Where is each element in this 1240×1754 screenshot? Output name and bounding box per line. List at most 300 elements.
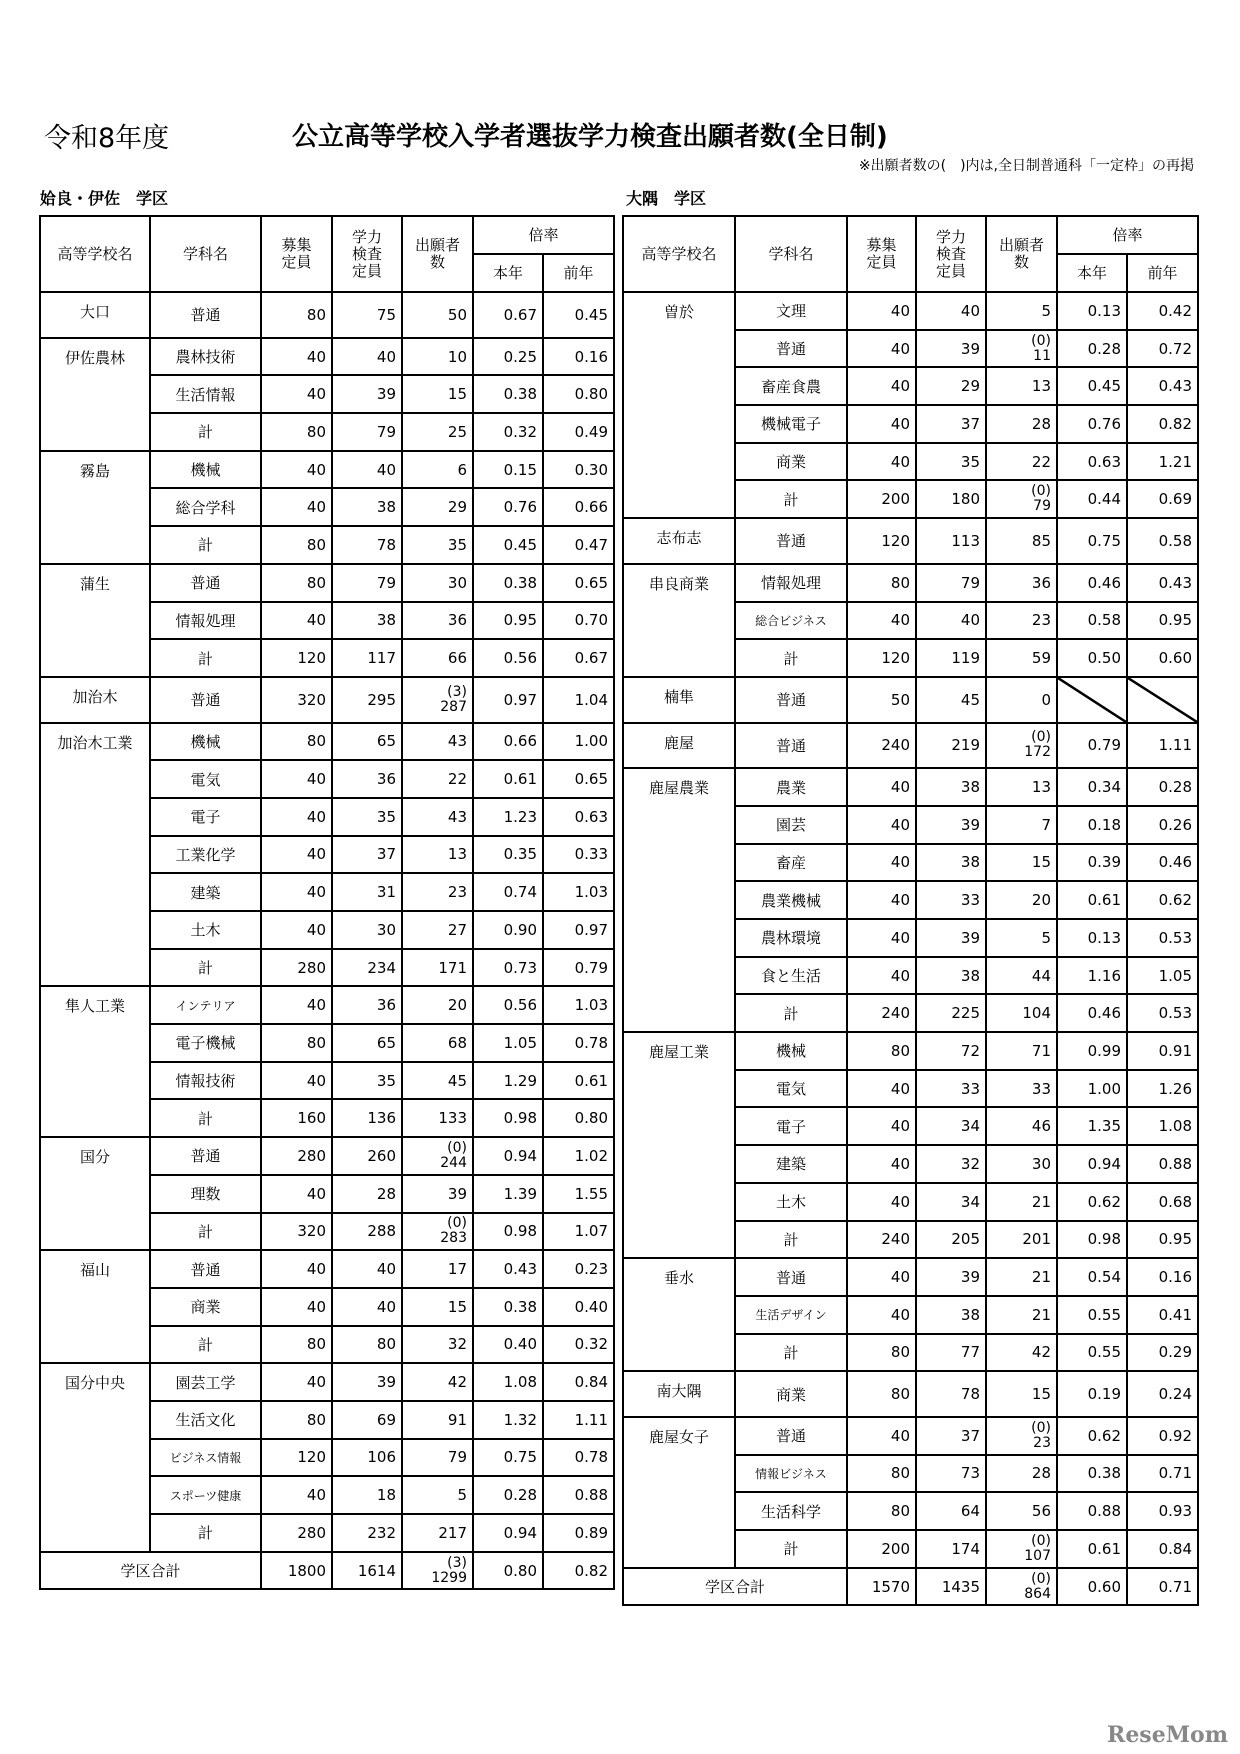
applicants: 42 (402, 1363, 473, 1401)
applicants: 201 (986, 1221, 1057, 1259)
table-row (40, 292, 614, 338)
department-name: 計 (150, 413, 261, 451)
applicants: 104 (986, 994, 1057, 1032)
rate-this-year: 0.79 (1057, 723, 1127, 769)
department-name: 普通 (735, 518, 847, 564)
applicants-quota: (3) (447, 1554, 467, 1571)
capacity: 40 (847, 330, 916, 368)
applicants: 6 (402, 451, 473, 489)
department-name: 食と生活 (735, 957, 847, 995)
rate-this-year: 0.28 (1057, 330, 1127, 368)
applicants: 20 (986, 881, 1057, 919)
test-capacity: 119 (916, 639, 986, 677)
applicants-quota: (0) (1031, 332, 1051, 349)
capacity: 40 (847, 405, 916, 443)
capacity: 80 (261, 723, 332, 761)
capacity: 120 (261, 1439, 332, 1477)
applicants: 15 (986, 844, 1057, 882)
department-name: 畜産食農 (735, 367, 847, 405)
department-name: 情報ビジネス (735, 1455, 847, 1493)
department-name: 計 (735, 994, 847, 1032)
footnote: ※出願者数の( )内は,全日制普通科「一定枠」の再掲 (858, 158, 1194, 174)
department-name: 電気 (150, 760, 261, 798)
test-capacity: 28 (332, 1175, 402, 1213)
test-capacity: 136 (332, 1099, 402, 1137)
applicants-count: 283 (440, 1230, 467, 1247)
rate-prev-year: 0.67 (543, 639, 614, 677)
applicants: 133 (402, 1099, 473, 1137)
test-capacity: 234 (332, 949, 402, 987)
rate-this-year: 1.35 (1057, 1107, 1127, 1145)
department-name: 計 (150, 1326, 261, 1364)
rate-prev-year: 0.26 (1127, 806, 1198, 844)
applicants-quota: (0) (1031, 483, 1051, 500)
department-name: 農業 (735, 768, 847, 806)
rate-prev-year: 0.72 (1127, 330, 1198, 368)
applicants-quota: (0) (1031, 1570, 1051, 1587)
rate-this-year: 0.75 (473, 1439, 543, 1477)
applicants-count: 23 (1033, 1434, 1051, 1451)
table-row (623, 1032, 1198, 1070)
department-name: 計 (735, 480, 847, 518)
rate-this-year: 0.97 (473, 677, 543, 723)
rate-this-year: 0.46 (1057, 994, 1127, 1032)
department-name: 建築 (150, 873, 261, 911)
rate-prev-year: 0.23 (543, 1250, 614, 1288)
rate-prev-year: 0.46 (1127, 844, 1198, 882)
applicants (986, 723, 1057, 769)
capacity: 240 (847, 1221, 916, 1259)
rate-prev-year: 0.41 (1127, 1296, 1198, 1334)
capacity: 80 (261, 1401, 332, 1439)
school-name: 志布志 (623, 518, 735, 564)
rate-this-year: 0.43 (473, 1250, 543, 1288)
capacity: 80 (261, 1024, 332, 1062)
applicants: 20 (402, 986, 473, 1024)
rate-this-year: 0.98 (473, 1099, 543, 1137)
department-name: 計 (150, 526, 261, 564)
rate-this-year: 0.94 (473, 1514, 543, 1552)
department-name: 計 (735, 639, 847, 677)
capacity: 320 (261, 1213, 332, 1251)
rate-this-year: 1.16 (1057, 957, 1127, 995)
school-name: 隼人工業 (40, 986, 150, 1137)
capacity: 40 (847, 957, 916, 995)
department-name: 計 (735, 1334, 847, 1372)
test-capacity: 40 (332, 1288, 402, 1326)
applicants-count: 79 (1033, 498, 1051, 515)
capacity: 80 (261, 564, 332, 602)
rate-prev-year: 0.60 (1127, 639, 1198, 677)
col-header-test-capacity: 学力 検査 定員 (916, 216, 986, 292)
applicants (986, 1530, 1057, 1568)
fiscal-year: 令和8年度 (44, 123, 170, 154)
applicants: 27 (402, 911, 473, 949)
department-name: 計 (150, 1514, 261, 1552)
rate-this-year: 0.13 (1057, 292, 1127, 330)
capacity: 80 (847, 1371, 916, 1417)
capacity: 40 (261, 451, 332, 489)
department-name: 機械電子 (735, 405, 847, 443)
department-name: 農業機械 (735, 881, 847, 919)
capacity: 40 (261, 1062, 332, 1100)
applicants-count: 1299 (431, 1569, 467, 1586)
applicants: 28 (986, 1455, 1057, 1493)
school-name: 楠隼 (623, 677, 735, 723)
test-capacity: 72 (916, 1032, 986, 1070)
department-name: 計 (735, 1221, 847, 1259)
capacity: 280 (261, 1137, 332, 1175)
test-capacity: 40 (916, 602, 986, 640)
col-header-capacity: 募集 定員 (261, 216, 332, 292)
capacity: 50 (847, 677, 916, 723)
applicants-count: 287 (440, 698, 467, 715)
applicants: 42 (986, 1334, 1057, 1372)
rate-this-year: 0.55 (1057, 1334, 1127, 1372)
test-capacity: 29 (916, 367, 986, 405)
rate-prev-year: 1.55 (543, 1175, 614, 1213)
applicants-quota: (0) (447, 1215, 467, 1232)
table-row (40, 1250, 614, 1288)
capacity: 80 (847, 564, 916, 602)
school-name: 串良商業 (623, 564, 735, 677)
rate-prev-year: 1.03 (543, 986, 614, 1024)
capacity: 80 (261, 413, 332, 451)
capacity: 200 (847, 480, 916, 518)
applicants: 13 (986, 367, 1057, 405)
capacity: 40 (261, 488, 332, 526)
test-capacity: 75 (332, 292, 402, 338)
applicants: 13 (986, 768, 1057, 806)
rate-prev-year: 1.26 (1127, 1070, 1198, 1108)
rate-this-year: 0.60 (1057, 1568, 1127, 1606)
applicants: 33 (986, 1070, 1057, 1108)
table-row (40, 677, 614, 723)
rate-prev-year: 0.53 (1127, 994, 1198, 1032)
rate-this-year: 0.98 (1057, 1221, 1127, 1259)
applicants: 56 (986, 1492, 1057, 1530)
test-capacity: 288 (332, 1213, 402, 1251)
department-name: 情報処理 (150, 602, 261, 640)
test-capacity: 180 (916, 480, 986, 518)
capacity: 40 (847, 1183, 916, 1221)
department-name: 普通 (150, 677, 261, 723)
department-name: 生活科学 (735, 1492, 847, 1530)
rate-this-year-na (1057, 677, 1127, 723)
applicants: 5 (986, 292, 1057, 330)
col-header-school: 高等学校名 (40, 216, 150, 292)
test-capacity: 38 (916, 1296, 986, 1334)
applicants: 21 (986, 1258, 1057, 1296)
rate-this-year: 0.74 (473, 873, 543, 911)
test-capacity: 1614 (332, 1552, 402, 1590)
capacity: 40 (261, 338, 332, 376)
header-row (40, 216, 614, 254)
capacity: 40 (847, 292, 916, 330)
rate-prev-year: 0.80 (543, 375, 614, 413)
test-capacity: 45 (916, 677, 986, 723)
capacity: 80 (847, 1334, 916, 1372)
capacity: 40 (261, 375, 332, 413)
department-name: 農林技術 (150, 338, 261, 376)
capacity: 80 (261, 292, 332, 338)
rate-this-year: 0.94 (1057, 1145, 1127, 1183)
department-name: スポーツ健康 (150, 1476, 261, 1514)
rate-prev-year: 1.02 (543, 1137, 614, 1175)
col-header-rate-this-year: 本年 (473, 254, 543, 292)
department-name: 計 (735, 1530, 847, 1568)
rate-this-year: 0.67 (473, 292, 543, 338)
department-name: 土木 (735, 1183, 847, 1221)
department-name: 建築 (735, 1145, 847, 1183)
col-header-dept: 学科名 (150, 216, 261, 292)
table-row (623, 292, 1198, 330)
rate-prev-year: 0.71 (1127, 1455, 1198, 1493)
rate-this-year: 0.63 (1057, 443, 1127, 481)
table-row (40, 723, 614, 761)
capacity: 40 (847, 1070, 916, 1108)
test-capacity: 219 (916, 723, 986, 769)
rate-this-year: 0.56 (473, 986, 543, 1024)
department-name: 文理 (735, 292, 847, 330)
applicants-quota: (3) (447, 683, 467, 700)
capacity: 120 (261, 639, 332, 677)
rate-this-year: 0.35 (473, 836, 543, 874)
rate-prev-year: 0.40 (543, 1288, 614, 1326)
district-label-osumi: 大隅 学区 (626, 189, 707, 208)
applicants: 22 (402, 760, 473, 798)
rate-this-year: 0.32 (473, 413, 543, 451)
applicants: 23 (402, 873, 473, 911)
rate-this-year: 0.75 (1057, 518, 1127, 564)
test-capacity: 39 (332, 375, 402, 413)
rate-prev-year: 0.68 (1127, 1183, 1198, 1221)
applicants: 44 (986, 957, 1057, 995)
department-name: 計 (150, 639, 261, 677)
applicants: 171 (402, 949, 473, 987)
rate-prev-year: 0.65 (543, 760, 614, 798)
rate-prev-year: 0.43 (1127, 367, 1198, 405)
capacity: 40 (261, 1250, 332, 1288)
rate-this-year: 0.76 (473, 488, 543, 526)
department-name: ビジネス情報 (150, 1439, 261, 1477)
school-name: 伊佐農林 (40, 338, 150, 451)
col-header-applicants: 出願者 数 (986, 216, 1057, 292)
rate-prev-year: 0.24 (1127, 1371, 1198, 1417)
applicants (986, 1568, 1057, 1606)
rate-prev-year: 0.33 (543, 836, 614, 874)
capacity: 40 (847, 602, 916, 640)
table-row (623, 1417, 1198, 1455)
rate-prev-year: 1.03 (543, 873, 614, 911)
school-name: 福山 (40, 1250, 150, 1363)
rate-this-year: 0.88 (1057, 1492, 1127, 1530)
department-name: 計 (150, 1099, 261, 1137)
rate-prev-year: 0.53 (1127, 919, 1198, 957)
test-capacity: 35 (332, 1062, 402, 1100)
rate-prev-year: 1.07 (543, 1213, 614, 1251)
rate-prev-year: 1.21 (1127, 443, 1198, 481)
rate-prev-year: 0.45 (543, 292, 614, 338)
rate-this-year: 0.58 (1057, 602, 1127, 640)
rate-prev-year: 0.97 (543, 911, 614, 949)
capacity: 40 (847, 919, 916, 957)
school-name: 鹿屋農業 (623, 768, 735, 1032)
applicants: 30 (402, 564, 473, 602)
department-name: 商業 (735, 443, 847, 481)
applicants-count: 11 (1033, 347, 1051, 364)
test-capacity: 39 (916, 330, 986, 368)
col-header-rate-this-year: 本年 (1057, 254, 1127, 292)
rate-this-year: 0.61 (473, 760, 543, 798)
applicants: 7 (986, 806, 1057, 844)
capacity: 80 (261, 1326, 332, 1364)
rate-prev-year: 1.04 (543, 677, 614, 723)
applicants-count: 244 (440, 1154, 467, 1171)
school-name: 加治木 (40, 677, 150, 723)
rate-prev-year: 1.11 (543, 1401, 614, 1439)
rate-prev-year: 1.08 (1127, 1107, 1198, 1145)
rate-this-year: 0.38 (1057, 1455, 1127, 1493)
test-capacity: 64 (916, 1492, 986, 1530)
rate-prev-year: 0.82 (543, 1552, 614, 1590)
rate-prev-year: 0.80 (543, 1099, 614, 1137)
test-capacity: 32 (916, 1145, 986, 1183)
rate-this-year: 0.39 (1057, 844, 1127, 882)
rate-this-year: 0.66 (473, 723, 543, 761)
applicants: 36 (986, 564, 1057, 602)
test-capacity: 37 (916, 1417, 986, 1455)
capacity: 120 (847, 518, 916, 564)
applicants: 71 (986, 1032, 1057, 1070)
rate-this-year: 0.98 (473, 1213, 543, 1251)
rate-this-year: 1.23 (473, 798, 543, 836)
applicants-table-osumi (622, 215, 1199, 1606)
school-name: 国分中央 (40, 1363, 150, 1551)
applicants: 0 (986, 677, 1057, 723)
capacity: 240 (847, 723, 916, 769)
rate-this-year: 0.45 (473, 526, 543, 564)
col-header-rate-prev-year: 前年 (543, 254, 614, 292)
department-name: 電子 (150, 798, 261, 836)
rate-this-year: 0.95 (473, 602, 543, 640)
applicants: 21 (986, 1183, 1057, 1221)
test-capacity: 39 (332, 1363, 402, 1401)
rate-this-year: 0.18 (1057, 806, 1127, 844)
rate-prev-year: 0.88 (1127, 1145, 1198, 1183)
applicants: 15 (402, 1288, 473, 1326)
rate-prev-year: 0.16 (1127, 1258, 1198, 1296)
test-capacity: 39 (916, 919, 986, 957)
department-name: 普通 (735, 330, 847, 368)
capacity: 160 (261, 1099, 332, 1137)
test-capacity: 31 (332, 873, 402, 911)
test-capacity: 36 (332, 986, 402, 1024)
rate-this-year: 0.38 (473, 1288, 543, 1326)
rate-this-year: 0.73 (473, 949, 543, 987)
department-name: 普通 (735, 677, 847, 723)
capacity: 40 (261, 873, 332, 911)
department-name: 機械 (735, 1032, 847, 1070)
rate-prev-year: 0.88 (543, 1476, 614, 1514)
rate-prev-year: 0.69 (1127, 480, 1198, 518)
test-capacity: 38 (332, 602, 402, 640)
applicants: 21 (986, 1296, 1057, 1334)
rate-prev-year: 0.91 (1127, 1032, 1198, 1070)
table-row (40, 1137, 614, 1175)
applicants: 50 (402, 292, 473, 338)
rate-this-year: 0.34 (1057, 768, 1127, 806)
department-name: 機械 (150, 723, 261, 761)
col-header-rate-prev-year: 前年 (1127, 254, 1198, 292)
col-header-capacity: 募集 定員 (847, 216, 916, 292)
capacity: 40 (847, 1296, 916, 1334)
rate-prev-year: 0.71 (1127, 1568, 1198, 1606)
applicants: 5 (402, 1476, 473, 1514)
table-row (623, 564, 1198, 602)
department-name: 計 (150, 949, 261, 987)
rate-this-year: 0.62 (1057, 1417, 1127, 1455)
capacity: 40 (261, 760, 332, 798)
col-header-rate: 倍率 (473, 216, 614, 254)
rate-prev-year: 0.89 (543, 1514, 614, 1552)
test-capacity: 117 (332, 639, 402, 677)
rate-prev-year: 0.78 (543, 1439, 614, 1477)
table-row (40, 986, 614, 1024)
applicants: 10 (402, 338, 473, 376)
applicants: 15 (986, 1371, 1057, 1417)
applicants-table-aira-isa (39, 215, 615, 1590)
department-name: 情報処理 (735, 564, 847, 602)
test-capacity: 295 (332, 677, 402, 723)
rate-this-year: 0.25 (473, 338, 543, 376)
department-name: 総合学科 (150, 488, 261, 526)
school-name: 鹿屋工業 (623, 1032, 735, 1258)
table-row (40, 338, 614, 376)
applicants-count: 864 (1024, 1585, 1051, 1602)
rate-this-year: 1.00 (1057, 1070, 1127, 1108)
capacity: 40 (847, 844, 916, 882)
col-header-applicants: 出願者 数 (402, 216, 473, 292)
capacity: 40 (261, 986, 332, 1024)
applicants: 45 (402, 1062, 473, 1100)
rate-this-year: 1.29 (473, 1062, 543, 1100)
department-name: 畜産 (735, 844, 847, 882)
rate-this-year: 0.76 (1057, 405, 1127, 443)
applicants: 29 (402, 488, 473, 526)
rate-this-year: 0.99 (1057, 1032, 1127, 1070)
test-capacity: 33 (916, 881, 986, 919)
capacity: 80 (847, 1032, 916, 1070)
test-capacity: 79 (916, 564, 986, 602)
rate-prev-year: 0.84 (543, 1363, 614, 1401)
test-capacity: 65 (332, 1024, 402, 1062)
capacity: 1800 (261, 1552, 332, 1590)
test-capacity: 260 (332, 1137, 402, 1175)
test-capacity: 174 (916, 1530, 986, 1568)
capacity: 40 (847, 1145, 916, 1183)
table-row (623, 518, 1198, 564)
table-row (40, 451, 614, 489)
rate-prev-year-na (1127, 677, 1198, 723)
applicants (402, 1137, 473, 1175)
test-capacity: 39 (916, 806, 986, 844)
school-name: 大口 (40, 292, 150, 338)
rate-prev-year: 0.84 (1127, 1530, 1198, 1568)
test-capacity: 35 (332, 798, 402, 836)
applicants-count: 172 (1024, 744, 1051, 761)
rate-this-year: 0.13 (1057, 919, 1127, 957)
